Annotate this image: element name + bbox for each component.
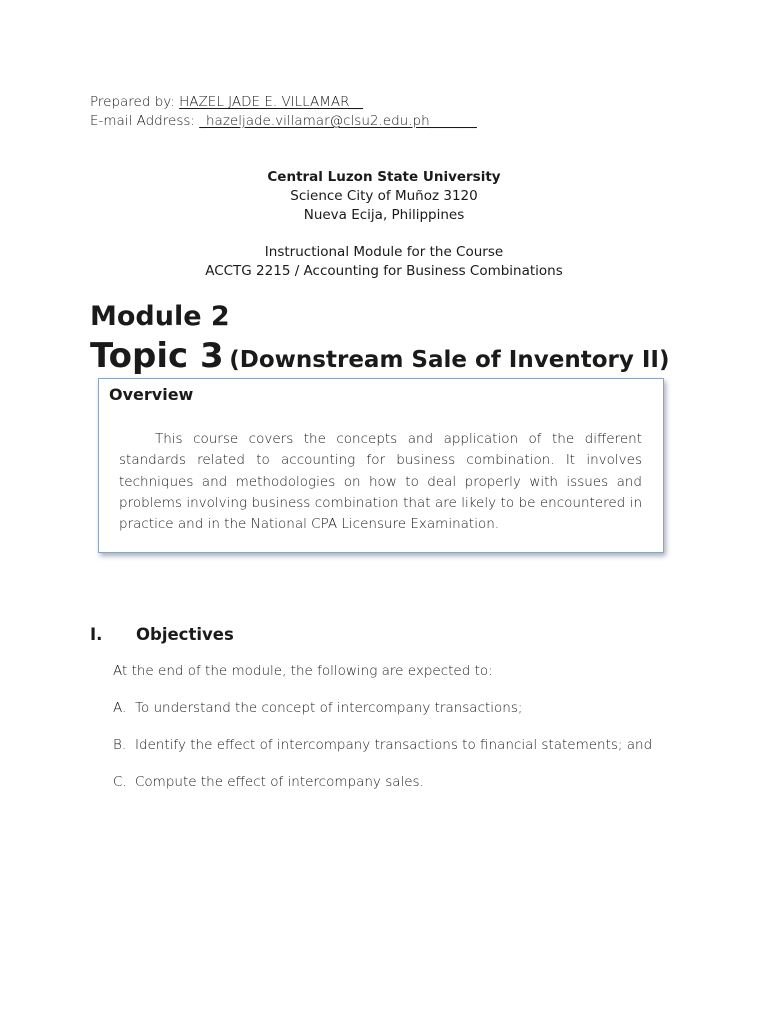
prepared-by-line — [90, 93, 477, 112]
email-line — [90, 112, 477, 131]
objective-text: Identify the effect of intercompany transactions to financial statements; and — [135, 737, 653, 753]
objective-text: Compute the effect of intercompany sales. — [135, 774, 424, 790]
objectives-heading — [90, 625, 234, 644]
university-header — [0, 168, 768, 225]
course-line-2: ACCTG 2215 / Accounting for Business Combinations — [205, 263, 563, 279]
preparer-name: HAZEL JADE E. VILLAMAR__ — [179, 94, 364, 110]
university-name: Central Luzon State University — [267, 169, 501, 185]
university-province: Nueva Ecija, Philippines — [303, 207, 465, 223]
email-address: _hazeljade.villamar@clsu2.edu.ph_______ — [199, 113, 477, 129]
objective-item-c — [113, 774, 424, 790]
objectives-title: Objectives — [136, 625, 234, 644]
objective-item-a — [113, 700, 522, 716]
module-title: Module 2 — [90, 301, 230, 332]
email-label: E-mail Address: — [90, 113, 200, 129]
objectives-intro: At the end of the module, the following are expected to: — [113, 663, 493, 679]
prepared-by-label: Prepared by: — [90, 94, 180, 110]
prepared-by-block — [90, 93, 477, 131]
overview-box — [98, 378, 664, 553]
overview-heading: Overview — [109, 385, 194, 404]
objectives-number: I. — [90, 625, 103, 644]
topic-title — [90, 335, 669, 383]
overview-body: This course covers the concepts and application of the different standards related to accounting for business combination. It involves techniques and methodologies on how to deal properly with issues and problems involving business combination that are likely to be encountered in practice and in the National CPA Licensure Examination. — [119, 431, 642, 533]
course-line-1: Instructional Module for the Course — [264, 244, 504, 260]
university-city: Science City of Muñoz 3120 — [290, 188, 478, 204]
objective-letter: C. — [113, 774, 127, 790]
objective-text: To understand the concept of intercompany transactions; — [135, 700, 523, 716]
course-header — [0, 243, 768, 281]
topic-subtitle: (Downstream Sale of Inventory II) — [229, 347, 670, 373]
objective-item-b — [113, 737, 652, 753]
objective-letter: B. — [113, 737, 127, 753]
objective-letter: A. — [113, 700, 127, 716]
topic-number: Topic 3 — [90, 336, 224, 376]
